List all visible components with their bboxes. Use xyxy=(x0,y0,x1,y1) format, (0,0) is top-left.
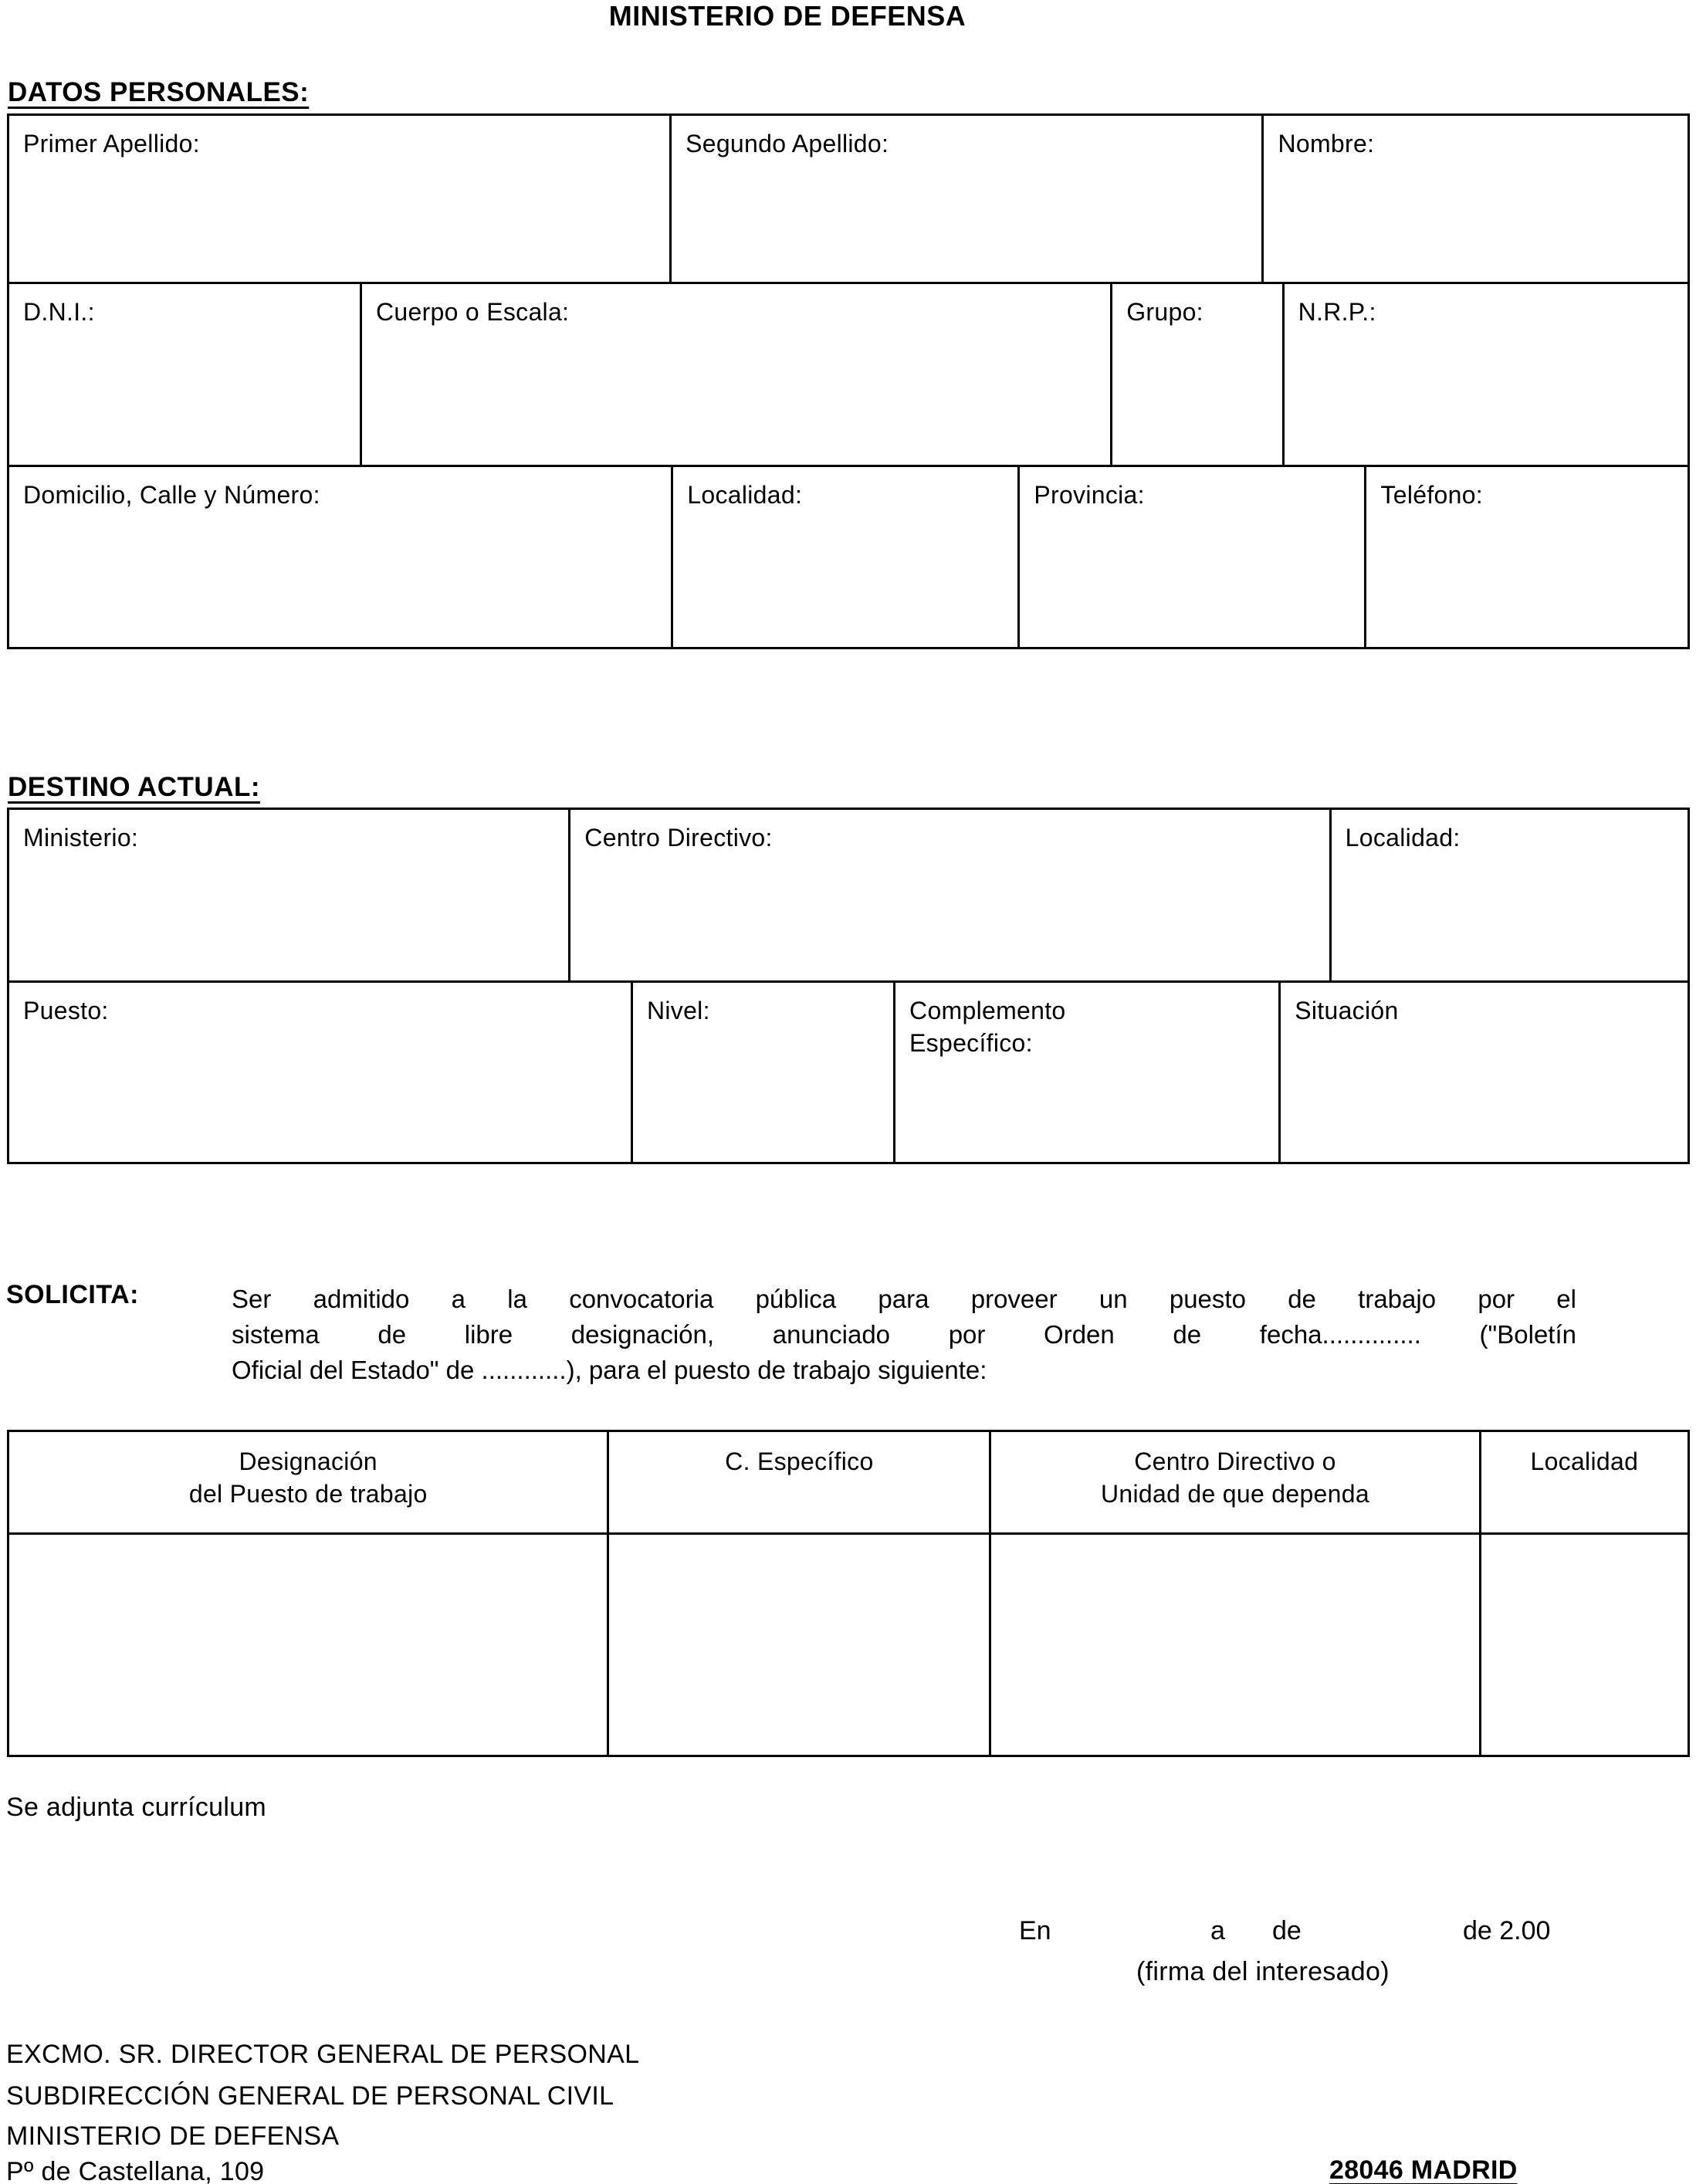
firma-de-ano: de 2.00 xyxy=(1463,1916,1551,1945)
field-cuerpo-escala xyxy=(362,284,1112,465)
field-localidad xyxy=(673,467,1020,647)
field-localidad-label: Localidad: xyxy=(687,481,803,509)
firma-interesado-label: (firma del interesado) xyxy=(1136,1957,1390,1986)
field-puesto-label: Puesto: xyxy=(23,997,109,1024)
firma-a: a xyxy=(1210,1916,1225,1945)
header-designacion-line2: del Puesto de trabajo xyxy=(188,1479,428,1508)
datos-personales-row-3 xyxy=(7,465,1690,647)
field-ministerio xyxy=(7,810,570,980)
destino-actual-table xyxy=(7,808,1690,1164)
field-nrp xyxy=(1285,284,1690,465)
field-dni xyxy=(7,284,362,465)
field-dni-label: D.N.I.: xyxy=(23,298,95,326)
header-c-especifico-line1: C. Específico xyxy=(725,1448,874,1475)
footer-subdireccion: SUBDIRECCIÓN GENERAL DE PERSONAL CIVIL xyxy=(6,2081,614,2111)
destino-actual-row-2 xyxy=(7,980,1690,1162)
field-cuerpo-escala-label: Cuerpo o Escala: xyxy=(375,298,570,326)
field-destino-localidad-label: Localidad: xyxy=(1345,824,1461,852)
cell-designacion-puesto xyxy=(7,1535,609,1755)
header-designacion-puesto xyxy=(7,1432,609,1532)
field-destino-localidad xyxy=(1332,810,1690,980)
header-centro-directivo-unidad xyxy=(991,1432,1481,1532)
field-segundo-apellido-label: Segundo Apellido: xyxy=(686,130,889,157)
cell-c-especifico xyxy=(609,1535,991,1755)
field-nombre-label: Nombre: xyxy=(1278,130,1375,157)
field-domicilio-label: Domicilio, Calle y Número: xyxy=(23,481,320,509)
field-complemento-line1: Complemento xyxy=(909,997,1066,1024)
solicita-line-2: sistema de libre designación, anunciado por Orden de fecha.............. ("Boletín xyxy=(232,1320,1576,1349)
destino-actual-row-1 xyxy=(7,808,1690,980)
solicita-label: SOLICITA: xyxy=(6,1280,139,1309)
field-puesto xyxy=(7,983,633,1162)
field-ministerio-label: Ministerio: xyxy=(23,824,139,852)
field-segundo-apellido xyxy=(672,116,1264,282)
header-localidad-line1: Localidad xyxy=(1530,1448,1639,1475)
solicita-body xyxy=(232,1282,1576,1388)
footer-director-general: EXCMO. SR. DIRECTOR GENERAL DE PERSONAL xyxy=(6,2040,640,2069)
datos-personales-row-2 xyxy=(7,282,1690,465)
field-nivel xyxy=(633,983,895,1162)
form-title: MINISTERIO DE DEFENSA xyxy=(608,0,966,32)
firma-en: En xyxy=(1019,1916,1051,1945)
field-nrp-label: N.R.P.: xyxy=(1298,298,1376,326)
header-centro-directivo-line1: Centro Directivo o xyxy=(1134,1448,1336,1475)
firma-de: de xyxy=(1272,1916,1302,1945)
destino-actual-heading: DESTINO ACTUAL: xyxy=(8,772,261,802)
puesto-table-header-row xyxy=(7,1430,1690,1532)
puesto-solicitado-table xyxy=(7,1430,1690,1757)
field-provincia xyxy=(1020,467,1366,647)
datos-personales-table xyxy=(7,113,1690,649)
field-primer-apellido-label: Primer Apellido: xyxy=(23,130,200,157)
field-domicilio xyxy=(7,467,673,647)
header-localidad xyxy=(1481,1432,1690,1532)
header-centro-directivo-line2: Unidad de que dependa xyxy=(1101,1479,1369,1508)
field-telefono xyxy=(1366,467,1690,647)
header-designacion-line1: Designación xyxy=(239,1448,377,1475)
field-nivel-label: Nivel: xyxy=(646,997,710,1024)
header-c-especifico xyxy=(609,1432,991,1532)
field-situacion xyxy=(1281,983,1690,1162)
field-nombre xyxy=(1264,116,1690,282)
adjunta-curriculum-note: Se adjunta currículum xyxy=(6,1793,267,1822)
field-centro-directivo-label: Centro Directivo: xyxy=(584,824,773,852)
footer-codigo-postal: 28046 MADRID xyxy=(1329,2155,1518,2184)
solicita-line-1: Ser admitido a la convocatoria pública para proveer un puesto de trabajo por el xyxy=(232,1285,1576,1313)
field-complemento-especifico xyxy=(895,983,1281,1162)
field-primer-apellido xyxy=(7,116,672,282)
cell-centro-directivo-unidad xyxy=(991,1535,1481,1755)
footer-direccion: Pº de Castellana, 109 xyxy=(6,2157,265,2184)
footer-ministerio: MINISTERIO DE DEFENSA xyxy=(6,2121,340,2151)
datos-personales-row-1 xyxy=(7,113,1690,282)
field-grupo-label: Grupo: xyxy=(1126,298,1203,326)
field-complemento-line2: Específico: xyxy=(909,1028,1033,1057)
solicita-line-3: Oficial del Estado" de ............), para el puesto de trabajo siguiente: xyxy=(232,1356,987,1384)
field-grupo xyxy=(1112,284,1284,465)
puesto-table-body-row xyxy=(7,1532,1690,1755)
field-centro-directivo xyxy=(570,810,1331,980)
field-telefono-label: Teléfono: xyxy=(1380,481,1483,509)
field-situacion-label: Situación xyxy=(1295,997,1399,1024)
cell-localidad xyxy=(1481,1535,1690,1755)
field-provincia-label: Provincia: xyxy=(1034,481,1145,509)
datos-personales-heading: DATOS PERSONALES: xyxy=(8,77,310,107)
